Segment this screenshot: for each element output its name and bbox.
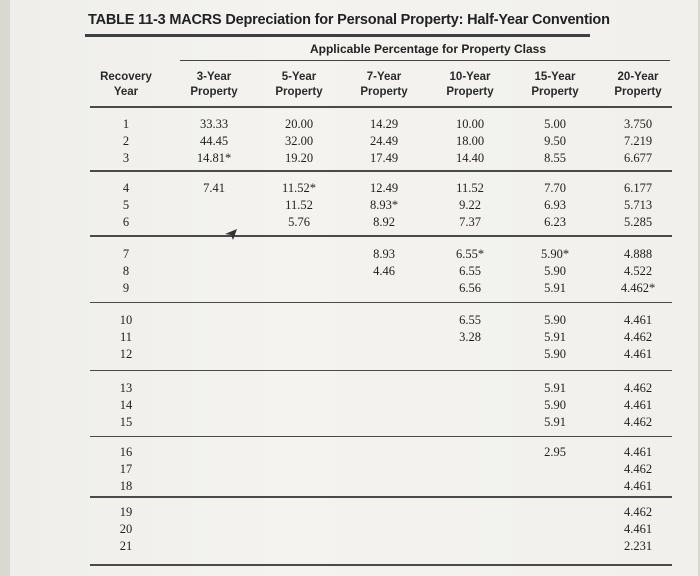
percentage-cell: 12.49 [369, 181, 399, 195]
percentage-cell-group [259, 444, 339, 495]
group-rule [90, 436, 672, 437]
percentage-cell [259, 397, 339, 414]
percentage-cell-group [430, 504, 510, 555]
percentage-cell [174, 280, 254, 297]
percentage-cell-group [174, 444, 254, 495]
percentage-cell [344, 538, 424, 555]
percentage-cell: 4.461 [623, 445, 653, 459]
percentage-cell-group [344, 380, 424, 431]
recovery-year-cell: 8 [122, 264, 130, 278]
header-rule [90, 106, 672, 108]
percentage-cell: 33.33 [199, 117, 229, 131]
percentage-cell [259, 521, 339, 538]
percentage-cell-group [344, 504, 424, 555]
percentage-cell-group [515, 312, 595, 363]
percentage-cell [430, 346, 510, 363]
recovery-year-cell: 16 [119, 445, 133, 459]
percentage-cell [344, 280, 424, 297]
recovery-year-cell: 20 [119, 522, 133, 536]
percentage-cell-group [515, 116, 595, 167]
percentage-cell [174, 263, 254, 280]
recovery-year-cell: 1 [122, 117, 130, 131]
percentage-cell-group [430, 180, 510, 231]
percentage-cell [174, 346, 254, 363]
percentage-cell [344, 461, 424, 478]
percentage-cell [430, 414, 510, 431]
percentage-cell-group [430, 246, 510, 297]
percentage-cell: 14.81* [196, 151, 232, 165]
recovery-year-cell-group [86, 246, 166, 297]
applicable-header-rule [180, 60, 670, 61]
percentage-cell [430, 504, 510, 521]
percentage-cell: 14.29 [369, 117, 399, 131]
recovery-year-cell: 2 [122, 134, 130, 148]
percentage-cell [174, 504, 254, 521]
percentage-cell [430, 478, 510, 495]
recovery-year-cell: 18 [119, 479, 133, 493]
bottom-rule [90, 564, 672, 566]
percentage-cell: 4.462 [623, 415, 653, 429]
header-20-year: 20-Year Property [614, 71, 662, 98]
percentage-cell: 5.91 [544, 381, 566, 395]
recovery-year-cell-group [86, 380, 166, 431]
percentage-cell [344, 346, 424, 363]
percentage-cell [259, 461, 339, 478]
percentage-cell: 5.00 [544, 117, 566, 131]
percentage-cell [430, 521, 510, 538]
percentage-cell: 6.55 [459, 313, 481, 327]
percentage-cell: 24.49 [369, 134, 399, 148]
percentage-cell: 11.52 [285, 198, 313, 212]
percentage-cell: 5.91 [544, 330, 566, 344]
percentage-cell [344, 414, 424, 431]
percentage-cell [174, 380, 254, 397]
percentage-cell [174, 312, 254, 329]
group-rule [90, 496, 672, 498]
percentage-cell [259, 478, 339, 495]
percentage-cell: 5.90 [544, 398, 566, 412]
percentage-cell: 4.462 [623, 462, 653, 476]
recovery-year-cell: 9 [122, 281, 130, 295]
percentage-cell: 11.52* [282, 181, 316, 195]
recovery-year-cell: 4 [122, 181, 130, 195]
percentage-cell [259, 504, 339, 521]
percentage-cell-group [598, 180, 678, 231]
percentage-cell: 4.461 [623, 398, 653, 412]
percentage-cell: 11.52 [456, 181, 484, 195]
percentage-cell [515, 461, 595, 478]
percentage-cell [430, 444, 510, 461]
percentage-cell-group [259, 312, 339, 363]
percentage-cell: 6.23 [544, 215, 566, 229]
recovery-year-cell-group [86, 116, 166, 167]
group-rule [90, 302, 672, 303]
percentage-cell: 4.462 [623, 505, 653, 519]
recovery-year-cell: 15 [119, 415, 133, 429]
percentage-cell: 4.461 [623, 479, 653, 493]
header-recovery-year: Recovery Year [100, 71, 152, 98]
recovery-year-cell: 5 [122, 198, 130, 212]
percentage-cell [344, 380, 424, 397]
percentage-cell [515, 478, 595, 495]
percentage-cell: 4.462 [623, 381, 653, 395]
percentage-cell: 6.55* [455, 247, 485, 261]
percentage-cell [259, 380, 339, 397]
recovery-year-cell-group [86, 444, 166, 495]
recovery-year-cell: 3 [122, 151, 130, 165]
percentage-cell: 9.22 [459, 198, 481, 212]
percentage-cell-group [344, 246, 424, 297]
percentage-cell [344, 504, 424, 521]
percentage-cell: 7.70 [544, 181, 566, 195]
percentage-cell [259, 329, 339, 346]
percentage-cell-group [598, 246, 678, 297]
percentage-cell-group [174, 116, 254, 167]
percentage-cell [430, 397, 510, 414]
percentage-cell-group [174, 380, 254, 431]
percentage-cell-group [174, 312, 254, 363]
percentage-cell: 3.750 [623, 117, 653, 131]
recovery-year-cell: 14 [119, 398, 133, 412]
recovery-year-cell-group [86, 504, 166, 555]
recovery-year-cell: 21 [119, 539, 133, 553]
percentage-cell [174, 246, 254, 263]
percentage-cell-group [344, 312, 424, 363]
percentage-cell: 5.91 [544, 415, 566, 429]
percentage-cell [174, 414, 254, 431]
recovery-year-cell-group [86, 312, 166, 363]
percentage-cell: 6.677 [623, 151, 653, 165]
percentage-cell [430, 461, 510, 478]
percentage-cell-group [430, 444, 510, 495]
percentage-cell: 5.90 [544, 347, 566, 361]
percentage-cell: 5.91 [544, 281, 566, 295]
percentage-cell [174, 214, 254, 231]
percentage-cell: 5.90 [544, 313, 566, 327]
percentage-cell [259, 444, 339, 461]
percentage-cell [259, 263, 339, 280]
group-rule [90, 370, 672, 371]
recovery-year-cell-group [86, 180, 166, 231]
percentage-cell [344, 444, 424, 461]
percentage-cell: 44.45 [199, 134, 229, 148]
percentage-cell [515, 504, 595, 521]
percentage-cell: 7.37 [459, 215, 481, 229]
percentage-cell [515, 538, 595, 555]
percentage-cell: 6.177 [623, 181, 653, 195]
percentage-cell: 18.00 [455, 134, 485, 148]
percentage-cell [515, 521, 595, 538]
percentage-cell: 9.50 [544, 134, 566, 148]
percentage-cell [174, 461, 254, 478]
recovery-year-cell: 10 [119, 313, 133, 327]
recovery-year-cell: 6 [122, 215, 130, 229]
percentage-cell [174, 397, 254, 414]
percentage-cell-group [259, 504, 339, 555]
percentage-cell-group [430, 380, 510, 431]
percentage-cell: 4.522 [623, 264, 653, 278]
percentage-cell: 5.713 [623, 198, 653, 212]
percentage-cell: 4.461 [623, 522, 653, 536]
percentage-cell: 8.92 [373, 215, 395, 229]
percentage-cell-group [174, 504, 254, 555]
percentage-cell [174, 329, 254, 346]
percentage-cell [259, 280, 339, 297]
percentage-cell-group [259, 180, 339, 231]
percentage-cell [430, 538, 510, 555]
recovery-year-cell: 19 [119, 505, 133, 519]
percentage-cell [344, 329, 424, 346]
percentage-cell-group [598, 312, 678, 363]
percentage-cell: 19.20 [284, 151, 314, 165]
percentage-cell-group [174, 180, 254, 231]
percentage-cell-group [344, 444, 424, 495]
percentage-cell [259, 414, 339, 431]
recovery-year-cell: 7 [122, 247, 130, 261]
percentage-cell: 5.90* [540, 247, 570, 261]
percentage-cell: 6.55 [459, 264, 481, 278]
percentage-cell-group [259, 116, 339, 167]
percentage-cell: 7.41 [203, 181, 225, 195]
percentage-cell [259, 538, 339, 555]
percentage-cell: 6.56 [459, 281, 481, 295]
textbook-page [10, 0, 698, 576]
header-10-year: 10-Year Property [446, 71, 494, 98]
percentage-cell [174, 521, 254, 538]
percentage-cell: 32.00 [284, 134, 314, 148]
percentage-cell: 17.49 [369, 151, 399, 165]
percentage-cell: 5.90 [544, 264, 566, 278]
mouse-pointer-icon [224, 227, 238, 241]
percentage-cell-group [598, 444, 678, 495]
percentage-cell [430, 380, 510, 397]
percentage-cell-group [174, 246, 254, 297]
percentage-cell: 7.219 [623, 134, 653, 148]
percentage-cell: 4.462 [623, 330, 653, 344]
percentage-cell-group [515, 444, 595, 495]
percentage-cell [259, 346, 339, 363]
percentage-cell [259, 312, 339, 329]
percentage-cell [174, 538, 254, 555]
percentage-cell: 8.55 [544, 151, 566, 165]
recovery-year-cell: 17 [119, 462, 133, 476]
percentage-cell: 3.28 [459, 330, 481, 344]
percentage-cell: 20.00 [284, 117, 314, 131]
percentage-cell: 10.00 [455, 117, 485, 131]
percentage-cell: 6.93 [544, 198, 566, 212]
header-7-year: 7-Year Property [360, 71, 408, 98]
percentage-cell: 8.93* [369, 198, 399, 212]
percentage-cell [174, 444, 254, 461]
applicable-percentage-header: Applicable Percentage for Property Class [309, 42, 547, 56]
percentage-cell: 2.231 [623, 539, 653, 553]
percentage-cell: 5.285 [623, 215, 653, 229]
percentage-cell [344, 397, 424, 414]
percentage-cell-group [259, 246, 339, 297]
percentage-cell: 8.93 [373, 247, 395, 261]
percentage-cell: 4.888 [623, 247, 653, 261]
header-3-year: 3-Year Property [190, 71, 238, 98]
percentage-cell: 4.461 [623, 313, 653, 327]
percentage-cell [174, 197, 254, 214]
header-15-year: 15-Year Property [531, 71, 579, 98]
percentage-cell-group [598, 116, 678, 167]
percentage-cell-group [598, 380, 678, 431]
percentage-cell-group [259, 380, 339, 431]
group-rule [90, 170, 672, 172]
percentage-cell: 14.40 [455, 151, 485, 165]
percentage-cell-group [515, 180, 595, 231]
percentage-cell [344, 478, 424, 495]
percentage-cell-group [515, 380, 595, 431]
percentage-cell-group [598, 504, 678, 555]
recovery-year-cell: 11 [119, 330, 133, 344]
recovery-year-cell: 13 [119, 381, 133, 395]
percentage-cell: 2.95 [544, 445, 566, 459]
percentage-cell-group [515, 246, 595, 297]
percentage-cell [344, 521, 424, 538]
percentage-cell-group [515, 504, 595, 555]
percentage-cell [259, 246, 339, 263]
percentage-cell: 5.76 [288, 215, 310, 229]
percentage-cell: 4.462* [620, 281, 656, 295]
header-5-year: 5-Year Property [275, 71, 323, 98]
recovery-year-cell: 12 [119, 347, 133, 361]
percentage-cell-group [344, 180, 424, 231]
percentage-cell-group [430, 116, 510, 167]
percentage-cell [174, 478, 254, 495]
percentage-cell [344, 312, 424, 329]
percentage-cell-group [430, 312, 510, 363]
percentage-cell-group [344, 116, 424, 167]
percentage-cell: 4.461 [623, 347, 653, 361]
table-title: TABLE 11-3 MACRS Depreciation for Personal Property: Half-Year Convention [88, 12, 610, 28]
group-rule [90, 235, 672, 237]
percentage-cell: 4.46 [373, 264, 395, 278]
